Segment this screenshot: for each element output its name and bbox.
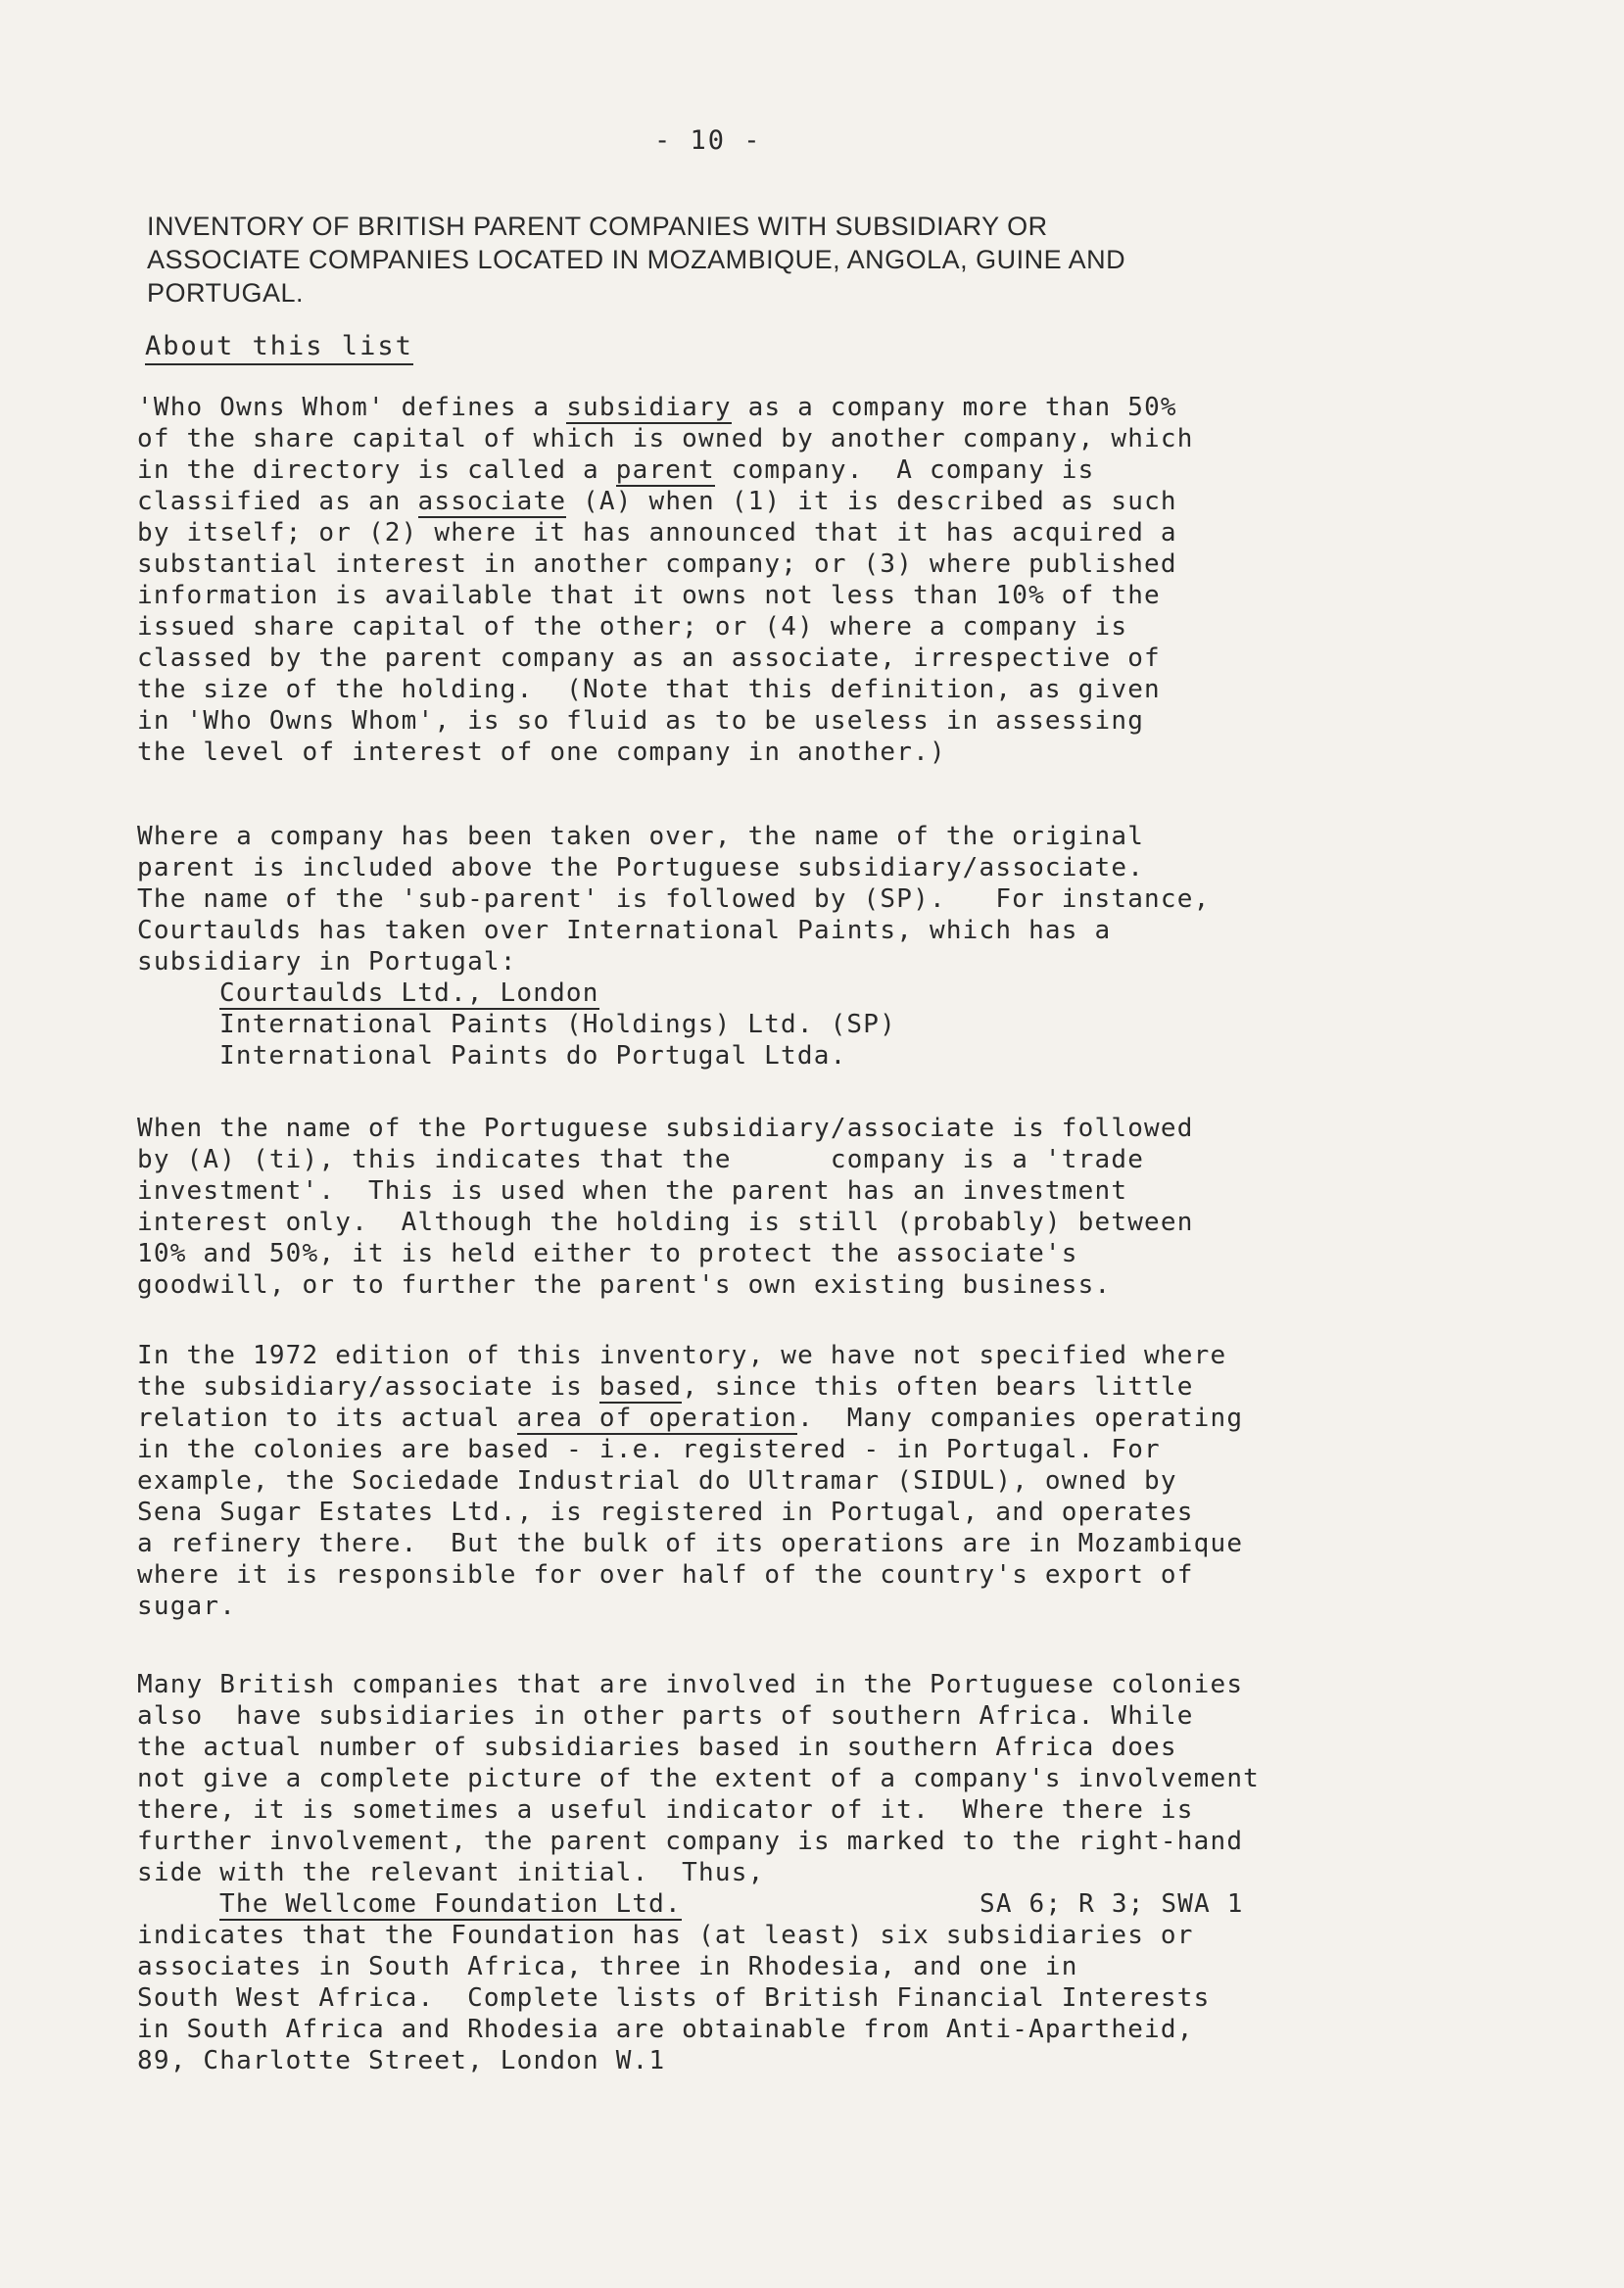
text-line: in 'Who Owns Whom', is so fluid as to be useless in assessing: [137, 706, 1145, 736]
text-line: [137, 486, 1450, 517]
text-segment: classified as an: [137, 487, 418, 516]
text-line: the level of interest of one company in another.): [137, 738, 946, 767]
text-segment: . Many companies operating: [797, 1404, 1244, 1433]
text-line: example, the Sociedade Industrial do Ultramar (SIDUL), owned by: [137, 1466, 1177, 1496]
text-line: 10% and 50%, it is held either to protect the associate's: [137, 1239, 1078, 1268]
text-line: there, it is sometimes a useful indicator of it. Where there is: [137, 1795, 1194, 1825]
example-subsidiary: International Paints do Portugal Ltda.: [219, 1041, 847, 1071]
text-segment: (A) when (1) it is described as such: [566, 487, 1177, 516]
text-line: information is available that it owns not less than 10% of the: [137, 581, 1161, 610]
example-wellcome: [137, 1888, 1450, 1920]
text-line: interest only. Although the holding is still (probably) between: [137, 1208, 1194, 1237]
text-segment: the subsidiary/associate is: [137, 1372, 599, 1402]
text-line: in South Africa and Rhodesia are obtainable from Anti-Apartheid,: [137, 2015, 1194, 2044]
text-line: [137, 1403, 1450, 1434]
text-line: in the colonies are based - i.e. registered - in Portugal. For: [137, 1435, 1161, 1464]
text-segment: , since this often bears little: [682, 1372, 1194, 1402]
text-line: side with the relevant initial. Thus,: [137, 1858, 765, 1887]
text-segment: 'Who Owns Whom' defines a: [137, 393, 567, 422]
text-line: indicates that the Foundation has (at least) six subsidiaries or: [137, 1921, 1194, 1950]
text-line: Where a company has been taken over, the name of the original: [137, 822, 1145, 851]
underlined-term-associate: associate: [417, 487, 567, 516]
example-country-codes: SA 6; R 3; SWA 1: [979, 1889, 1244, 1919]
text-line: When the name of the Portuguese subsidiary/associate is followed: [137, 1114, 1194, 1143]
text-line: not give a complete picture of the extent of a company's involvement: [137, 1764, 1261, 1793]
text-line: Courtaulds has taken over International Paints, which has a: [137, 916, 1112, 945]
title-line-2: ASSOCIATE COMPANIES LOCATED IN MOZAMBIQUE, ANGOLA, GUINE AND: [147, 245, 1126, 274]
text-line: where it is responsible for over half of the country's export of: [137, 1560, 1194, 1590]
title-line-3: PORTUGAL.: [147, 278, 305, 308]
text-line: the actual number of subsidiaries based in southern Africa does: [137, 1733, 1177, 1762]
text-line: the size of the holding. (Note that this definition, as given: [137, 675, 1161, 704]
text-line: [137, 1371, 1450, 1403]
title-line-1: INVENTORY OF BRITISH PARENT COMPANIES WITH SUBSIDIARY OR: [147, 212, 1048, 241]
paragraph-takeovers: [137, 821, 1450, 1072]
paragraph-edition-note: [137, 1340, 1450, 1622]
text-line: by (A) (ti), this indicates that the company is a 'trade: [137, 1145, 1145, 1174]
text-line: subsidiary in Portugal:: [137, 947, 517, 977]
text-line: issued share capital of the other; or (4) where a company is: [137, 612, 1128, 642]
text-segment: in the directory is called a: [137, 455, 616, 485]
text-line: classed by the parent company as an associate, irrespective of: [137, 644, 1161, 673]
text-line: 89, Charlotte Street, London W.1: [137, 2046, 666, 2075]
example-parent: [137, 977, 1450, 1009]
text-line: South West Africa. Complete lists of British Financial Interests: [137, 1983, 1211, 2013]
paragraph-definitions: [137, 392, 1450, 768]
text-segment: as a company more than 50%: [731, 393, 1177, 422]
example-parent-name: Courtaulds Ltd., London: [219, 978, 599, 1008]
text-line: Many British companies that are involved in the Portuguese colonies: [137, 1670, 1244, 1699]
text-line: further involvement, the parent company is marked to the right-hand: [137, 1827, 1244, 1856]
text-line: a refinery there. But the bulk of its operations are in Mozambique: [137, 1529, 1244, 1558]
example-company-name: The Wellcome Foundation Ltd.: [219, 1889, 682, 1919]
text-line: In the 1972 edition of this inventory, we have not specified where: [137, 1341, 1227, 1370]
underlined-term-parent: parent: [615, 455, 715, 485]
text-line: associates in South Africa, three in Rhodesia, and one in: [137, 1952, 1078, 1981]
text-segment: relation to its actual: [137, 1404, 517, 1433]
text-line: of the share capital of which is owned by another company, which: [137, 424, 1194, 453]
text-line: [137, 454, 1450, 486]
text-line: by itself; or (2) where it has announced that it has acquired a: [137, 518, 1177, 548]
text-line: The name of the 'sub-parent' is followed by (SP). For instance,: [137, 884, 1211, 914]
text-line: substantial interest in another company; or (3) where published: [137, 549, 1177, 579]
text-segment: company. A company is: [714, 455, 1095, 485]
text-line: also have subsidiaries in other parts of southern Africa. While: [137, 1701, 1194, 1731]
example-sub-parent: International Paints (Holdings) Ltd. (SP): [219, 1010, 896, 1039]
text-line: Sena Sugar Estates Ltd., is registered in Portugal, and operates: [137, 1498, 1194, 1527]
section-heading: About this list: [145, 331, 413, 365]
text-line: goodwill, or to further the parent's own existing business.: [137, 1270, 1112, 1300]
text-line: [137, 392, 1450, 423]
underlined-term-area-of-operation: area of operation: [516, 1404, 798, 1433]
underlined-term-subsidiary: subsidiary: [566, 393, 732, 422]
text-line: parent is included above the Portuguese subsidiary/associate.: [137, 853, 1145, 882]
paragraph-trade-investment: [137, 1113, 1450, 1301]
paragraph-southern-africa: [137, 1669, 1450, 2076]
underlined-term-based: based: [598, 1372, 683, 1402]
text-line: investment'. This is used when the parent has an investment: [137, 1176, 1128, 1206]
page-number: - 10 -: [654, 125, 762, 156]
text-line: sugar.: [137, 1592, 237, 1621]
document-title: [147, 210, 1352, 310]
